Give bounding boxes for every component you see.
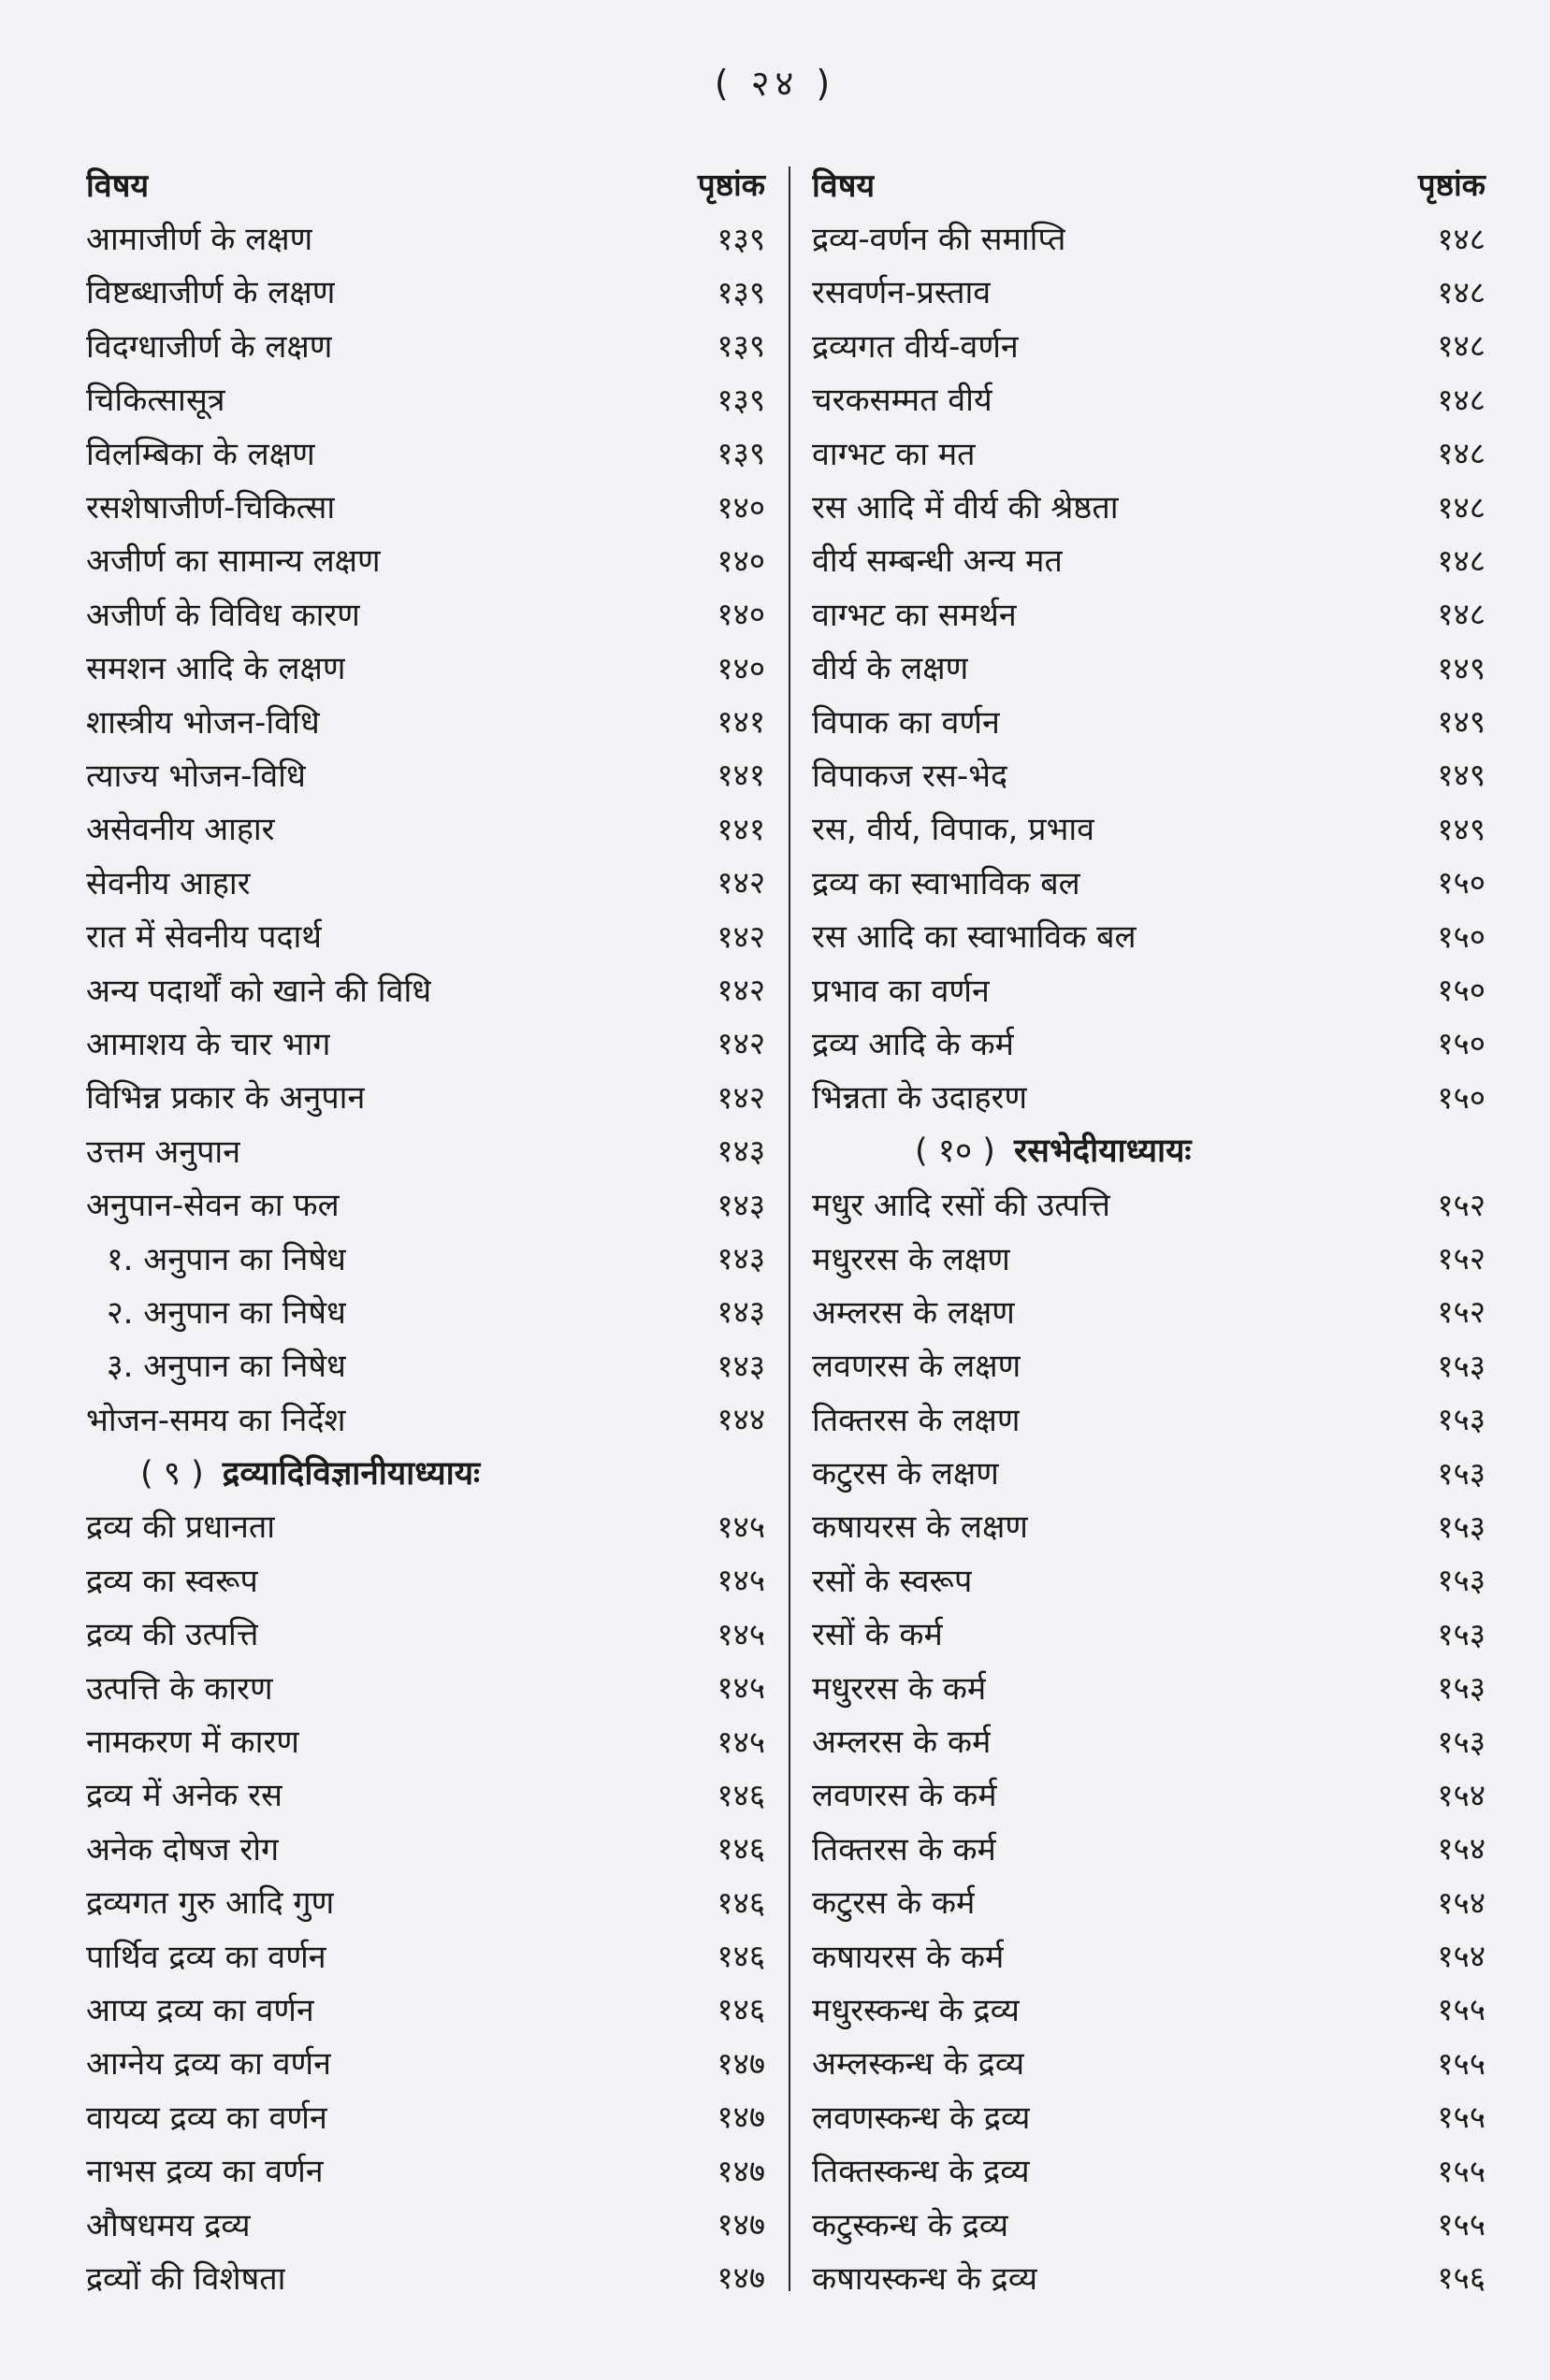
toc-entry xyxy=(812,908,1485,961)
toc-entry-topic: औषधमय द्रव्य xyxy=(86,2206,251,2244)
toc-entry-page: १५४ xyxy=(1437,1776,1485,1813)
toc-entry-page: १४० xyxy=(717,649,765,686)
toc-entry-topic: शास्त्रीय भोजन-विधि xyxy=(86,703,320,742)
toc-entry xyxy=(812,1982,1485,2035)
toc-entry-topic: वीर्य के लक्षण xyxy=(812,650,969,688)
toc-entry-topic: मधुर आदि रसों की उत्पत्ति xyxy=(812,1187,1111,1225)
chapter-title: रसभेदीयाध्यायः xyxy=(1013,1132,1192,1171)
toc-entry-page: १५४ xyxy=(1437,1830,1485,1868)
toc-entry-page: १४२ xyxy=(717,917,765,955)
toc-entry-topic: अन्य पदार्थों को खाने की विधि xyxy=(86,972,432,1010)
toc-entry-topic: द्रव्य का स्वरूप xyxy=(86,1562,258,1600)
toc-entry-topic: तिक्तरस के लक्षण xyxy=(812,1401,1021,1439)
toc-entry-topic: नाभस द्रव्य का वर्णन xyxy=(86,2153,324,2191)
toc-entry xyxy=(812,2036,1485,2089)
toc-entry-page: १४८ xyxy=(1437,596,1485,633)
toc-entry xyxy=(812,586,1485,640)
toc-entry-page: १४१ xyxy=(717,810,765,847)
toc-entry-topic: उत्पत्ति के कारण xyxy=(86,1669,273,1708)
toc-entry-page: १४४ xyxy=(717,1401,765,1438)
right-column xyxy=(812,157,1485,2304)
toc-entry-page: १५० xyxy=(1437,1025,1485,1062)
toc-entry-page: १४७ xyxy=(717,2259,765,2297)
toc-entry-page: १४७ xyxy=(717,2044,765,2082)
toc-entry xyxy=(86,2197,765,2250)
toc-entry-topic: कषायरस के लक्षण xyxy=(812,1508,1028,1547)
toc-entry xyxy=(86,1123,765,1176)
toc-entry-page: १४२ xyxy=(717,1025,765,1062)
toc-entry xyxy=(86,1660,765,1713)
toc-entry-topic: अजीर्ण का सामान्य लक्षण xyxy=(86,542,381,581)
toc-entry xyxy=(86,2036,765,2089)
toc-entry-page: १५५ xyxy=(1437,2152,1485,2189)
toc-entry xyxy=(86,962,765,1016)
column-divider xyxy=(789,166,790,2291)
toc-entry-topic: चरकसम्मत वीर्य xyxy=(812,382,992,420)
toc-entry xyxy=(86,1231,765,1284)
toc-entry-topic: लवणरस के लक्षण xyxy=(812,1348,1021,1386)
toc-entry-topic: असेवनीय आहार xyxy=(86,811,275,849)
toc-entry-topic: विपाक का वर्णन xyxy=(812,703,1000,742)
toc-entry-page: १४२ xyxy=(717,1078,765,1116)
toc-entry-page: १३९ xyxy=(717,435,765,472)
toc-entry-page: १५३ xyxy=(1437,1401,1485,1438)
toc-entry-topic: आप्य द्रव्य का वर्णन xyxy=(86,1991,314,2029)
toc-entry-topic: रसों के कर्म xyxy=(812,1616,943,1654)
toc-entry-page: १५३ xyxy=(1437,1669,1485,1707)
toc-entry xyxy=(86,2089,765,2142)
toc-entry-topic: अजीर्ण के विविध कारण xyxy=(86,596,360,634)
toc-entry-topic: कषायरस के कर्म xyxy=(812,1938,1005,1976)
toc-entry xyxy=(86,1552,765,1606)
toc-entry-topic: वीर्य सम्बन्धी अन्य मत xyxy=(812,542,1063,581)
toc-entry-topic: रसों के स्वरूप xyxy=(812,1562,973,1600)
toc-entry xyxy=(86,2142,765,2196)
toc-entry-topic: अम्लस्कन्ध के द्रव्य xyxy=(812,2045,1025,2084)
toc-entry xyxy=(86,1392,765,1445)
toc-entry xyxy=(812,1070,1485,1123)
toc-entry-topic: द्रव्य आदि के कर्म xyxy=(812,1025,1014,1063)
toc-entry-topic: मधुररस के कर्म xyxy=(812,1669,987,1708)
toc-entry xyxy=(812,1392,1485,1445)
toc-entry xyxy=(86,318,765,371)
toc-entry-page: १४८ xyxy=(1437,435,1485,472)
toc-entry xyxy=(86,533,765,586)
toc-entry-page: १४० xyxy=(717,541,765,579)
toc-entry-page: १४७ xyxy=(717,2152,765,2189)
toc-entry xyxy=(812,1176,1485,1230)
toc-entry xyxy=(812,1552,1485,1606)
toc-entry-page: १५४ xyxy=(1437,1883,1485,1921)
toc-entry xyxy=(812,1445,1485,1498)
toc-entry xyxy=(86,1821,765,1874)
toc-entry xyxy=(86,1499,765,1552)
column-header xyxy=(86,157,765,210)
toc-entry-page: १३९ xyxy=(717,220,765,257)
toc-entry xyxy=(812,1231,1485,1284)
toc-entry-page: १४३ xyxy=(717,1186,765,1223)
toc-entry-page: १४७ xyxy=(717,2206,765,2243)
toc-entry-page: १५३ xyxy=(1437,1507,1485,1545)
toc-entry-topic: रस, वीर्य, विपाक, प्रभाव xyxy=(812,811,1095,849)
toc-entry-page: १५३ xyxy=(1437,1347,1485,1384)
toc-entry-topic: मधुररस के लक्षण xyxy=(812,1240,1010,1278)
toc-entry-page: १४६ xyxy=(717,1883,765,1921)
toc-entry-page: १५४ xyxy=(1437,1938,1485,1975)
chapter-title: द्रव्यादिविज्ञानीयाध्यायः xyxy=(222,1454,481,1493)
toc-entry-page: १५३ xyxy=(1437,1562,1485,1599)
toc-entry-topic: विपाकज रस-भेद xyxy=(812,757,1008,795)
toc-entry-topic: चिकित्सासूत्र xyxy=(86,382,225,420)
toc-entry xyxy=(86,694,765,747)
toc-entry-page: १५५ xyxy=(1437,2099,1485,2136)
toc-entry xyxy=(86,1713,765,1767)
chapter-heading xyxy=(86,1445,765,1498)
toc-entry xyxy=(86,479,765,532)
toc-entry-topic: द्रव्यगत वीर्य-वर्णन xyxy=(812,327,1019,366)
toc-entry-topic: विभिन्न प्रकार के अनुपान xyxy=(86,1079,366,1118)
toc-entry-topic: पार्थिव द्रव्य का वर्णन xyxy=(86,1938,326,1976)
toc-entry xyxy=(86,1176,765,1230)
toc-entry-page: १५३ xyxy=(1437,1723,1485,1760)
toc-entry-topic: रसशेषाजीर्ण-चिकित्सा xyxy=(86,489,336,527)
toc-entry-page: १४६ xyxy=(717,1938,765,1975)
toc-entry xyxy=(812,1016,1485,1069)
toc-entry-page: १४८ xyxy=(1437,220,1485,257)
toc-entry-topic: मधुरस्कन्ध के द्रव्य xyxy=(812,1991,1020,2029)
header-topic-label: विषय xyxy=(812,166,876,205)
toc-entry-page: १४३ xyxy=(717,1240,765,1277)
toc-entry-topic: त्याज्य भोजन-विधि xyxy=(86,757,306,795)
toc-entry xyxy=(812,426,1485,479)
toc-entry xyxy=(86,747,765,801)
toc-entry xyxy=(86,372,765,426)
toc-entry-topic: अम्लरस के कर्म xyxy=(812,1724,992,1762)
toc-entry-page: १४८ xyxy=(1437,488,1485,526)
toc-entry-page: १४६ xyxy=(717,1830,765,1868)
toc-entry-page: १४३ xyxy=(717,1293,765,1331)
toc-entry-page: १४९ xyxy=(1437,810,1485,847)
toc-entry xyxy=(86,1284,765,1337)
toc-entry xyxy=(86,1982,765,2035)
toc-entry-topic: १. अनुपान का निषेध xyxy=(107,1240,346,1278)
chapter-heading xyxy=(812,1123,1485,1176)
toc-entry-topic: द्रव्य में अनेक रस xyxy=(86,1777,283,1815)
toc-entry-topic: कटुस्कन्ध के द्रव्य xyxy=(812,2206,1009,2244)
header-page-label: पृष्ठांक xyxy=(697,166,765,204)
toc-entry-topic: सेवनीय आहार xyxy=(86,864,251,902)
toc-entry-page: १५५ xyxy=(1437,2206,1485,2243)
toc-entry-page: १४२ xyxy=(717,972,765,1009)
header-page-label: पृष्ठांक xyxy=(1417,166,1485,204)
toc-entry-topic: द्रव्यों की विशेषता xyxy=(86,2259,286,2298)
toc-entry-page: १५० xyxy=(1437,864,1485,902)
toc-entry-page: १४३ xyxy=(717,1347,765,1384)
toc-entry xyxy=(812,1284,1485,1337)
toc-entry xyxy=(812,2142,1485,2196)
toc-entry-page: १४९ xyxy=(1437,649,1485,686)
toc-entry-page: १५० xyxy=(1437,972,1485,1009)
toc-entry-topic: उत्तम अनुपान xyxy=(86,1132,241,1171)
toc-entry-topic: नामकरण में कारण xyxy=(86,1724,299,1762)
toc-entry-page: १५२ xyxy=(1437,1186,1485,1223)
toc-entry-page: १३९ xyxy=(717,381,765,418)
toc-entry xyxy=(812,210,1485,264)
toc-entry xyxy=(86,1607,765,1660)
toc-entry xyxy=(812,694,1485,747)
toc-entry xyxy=(812,2089,1485,2142)
toc-entry-topic: तिक्तस्कन्ध के द्रव्य xyxy=(812,2153,1030,2191)
left-column xyxy=(86,157,765,2304)
toc-entry-page: १४३ xyxy=(717,1132,765,1170)
toc-entry xyxy=(86,1928,765,1982)
toc-entry-page: १५३ xyxy=(1437,1615,1485,1652)
toc-entry xyxy=(86,1016,765,1069)
toc-entry-topic: अनेक दोषज रोग xyxy=(86,1830,280,1868)
toc-entry-topic: द्रव्य की उत्पत्ति xyxy=(86,1616,259,1654)
toc-entry xyxy=(812,1928,1485,1982)
toc-entry-page: १३९ xyxy=(717,273,765,310)
toc-entry xyxy=(86,265,765,318)
toc-entry-topic: द्रव्य की प्रधानता xyxy=(86,1508,276,1547)
toc-entry-page: १४६ xyxy=(717,1776,765,1813)
toc-entry xyxy=(812,962,1485,1016)
toc-entry xyxy=(812,318,1485,371)
toc-entry-page: १४५ xyxy=(717,1723,765,1760)
toc-entry-page: १४२ xyxy=(717,864,765,902)
toc-entry-topic: रस आदि में वीर्य की श्रेष्ठता xyxy=(812,489,1119,527)
toc-entry xyxy=(812,1767,1485,1821)
toc-entry-topic: लवणस्कन्ध के द्रव्य xyxy=(812,2099,1031,2137)
toc-entry-page: १४६ xyxy=(717,1991,765,2028)
toc-entry-topic: अनुपान-सेवन का फल xyxy=(86,1187,340,1225)
page-number: ( २४ ) xyxy=(714,63,836,104)
toc-entry xyxy=(86,1875,765,1928)
toc-entry-topic: आमाजीर्ण के लक्षण xyxy=(86,221,313,259)
toc-entry xyxy=(812,533,1485,586)
toc-entry xyxy=(812,747,1485,801)
toc-entry xyxy=(812,1821,1485,1874)
toc-entry-topic: द्रव्यगत गुरु आदि गुण xyxy=(86,1884,335,1923)
toc-entry-topic: प्रभाव का वर्णन xyxy=(812,972,990,1010)
toc-entry-topic: वाग्भट का मत xyxy=(812,435,976,473)
toc-entry xyxy=(812,479,1485,532)
toc-entry xyxy=(86,908,765,961)
toc-entry-topic: कषायस्कन्ध के द्रव्य xyxy=(812,2259,1038,2298)
toc-entry-topic: रात में सेवनीय पदार्थ xyxy=(86,918,323,957)
toc-entry-page: १५२ xyxy=(1437,1293,1485,1331)
toc-entry-topic: विलम्बिका के लक्षण xyxy=(86,435,315,473)
toc-entry-page: १४९ xyxy=(1437,757,1485,794)
toc-entry-topic: वायव्य द्रव्य का वर्णन xyxy=(86,2099,327,2137)
toc-entry xyxy=(86,1070,765,1123)
column-header xyxy=(812,157,1485,210)
toc-entry-page: १५५ xyxy=(1437,1991,1485,2028)
toc-entry-page: १४८ xyxy=(1437,327,1485,365)
toc-entry-topic: समशन आदि के लक्षण xyxy=(86,650,346,688)
toc-entry-topic: विष्टब्धाजीर्ण के लक्षण xyxy=(86,274,336,312)
toc-entry xyxy=(812,265,1485,318)
toc-entry xyxy=(86,586,765,640)
toc-entry xyxy=(812,1338,1485,1392)
toc-entry-topic: आग्नेय द्रव्य का वर्णन xyxy=(86,2045,331,2084)
toc-entry-page: १५० xyxy=(1437,1078,1485,1116)
toc-entry-topic: विदग्धाजीर्ण के लक्षण xyxy=(86,327,333,366)
toc-entry xyxy=(812,2250,1485,2303)
toc-entry-page: १४८ xyxy=(1437,541,1485,579)
toc-entry-page: १४५ xyxy=(717,1507,765,1545)
toc-entry-page: १४१ xyxy=(717,757,765,794)
toc-entry-page: १४१ xyxy=(717,703,765,741)
toc-entry-page: १४८ xyxy=(1437,273,1485,310)
toc-entry xyxy=(86,855,765,908)
toc-entry xyxy=(86,426,765,479)
toc-entry-page: १४० xyxy=(717,596,765,633)
toc-entry-page: १५३ xyxy=(1437,1454,1485,1492)
toc-entry-topic: आमाशय के चार भाग xyxy=(86,1025,331,1063)
toc-entry-page: १४८ xyxy=(1437,381,1485,418)
toc-entry-topic: भोजन-समय का निर्देश xyxy=(86,1401,346,1439)
toc-entry-topic: लवणरस के कर्म xyxy=(812,1777,997,1815)
toc-entry-topic: कटुरस के लक्षण xyxy=(812,1455,999,1493)
toc-entry xyxy=(86,210,765,264)
toc-entry-page: १३९ xyxy=(717,327,765,365)
toc-entry xyxy=(812,641,1485,694)
toc-entry xyxy=(86,641,765,694)
toc-entry-page: १५० xyxy=(1437,917,1485,955)
toc-entry-topic: ३. अनुपान का निषेध xyxy=(107,1348,346,1386)
toc-entry-page: १५५ xyxy=(1437,2044,1485,2082)
toc-entry-page: १५२ xyxy=(1437,1240,1485,1277)
toc-entry-topic: रसवर्णन-प्रस्ताव xyxy=(812,274,992,312)
toc-entry-page: १४० xyxy=(717,488,765,526)
toc-entry-page: १४७ xyxy=(717,2099,765,2136)
toc-entry xyxy=(86,1338,765,1392)
chapter-number: ( ९ ) xyxy=(140,1454,204,1493)
toc-entry xyxy=(812,1607,1485,1660)
toc-entry-topic: २. अनुपान का निषेध xyxy=(107,1293,346,1332)
header-topic-label: विषय xyxy=(86,166,150,205)
toc-entry xyxy=(812,1713,1485,1767)
toc-entry-topic: द्रव्य का स्वाभाविक बल xyxy=(812,864,1080,902)
toc-entry-topic: अम्लरस के लक्षण xyxy=(812,1293,1015,1332)
toc-entry xyxy=(812,801,1485,855)
toc-entry xyxy=(86,1767,765,1821)
toc-entry xyxy=(812,1499,1485,1552)
toc-entry-topic: द्रव्य-वर्णन की समाप्ति xyxy=(812,221,1066,259)
toc-entry-topic: तिक्तरस के कर्म xyxy=(812,1830,996,1868)
toc-entry-topic: भिन्नता के उदाहरण xyxy=(812,1079,1028,1118)
toc-entry-page: १४५ xyxy=(717,1669,765,1707)
toc-entry-page: १४५ xyxy=(717,1562,765,1599)
toc-entry-topic: रस आदि का स्वाभाविक बल xyxy=(812,918,1137,957)
toc-entry-page: १५६ xyxy=(1437,2259,1485,2297)
chapter-number: ( १० ) xyxy=(915,1132,995,1171)
toc-entry-topic: कटुरस के कर्म xyxy=(812,1884,976,1923)
toc-entry xyxy=(812,372,1485,426)
toc-entry-page: १४९ xyxy=(1437,703,1485,741)
toc-entry xyxy=(86,801,765,855)
toc-entry-page: १४५ xyxy=(717,1615,765,1652)
toc-entry xyxy=(812,1875,1485,1928)
toc-entry xyxy=(812,855,1485,908)
toc-entry xyxy=(86,2250,765,2303)
toc-entry xyxy=(812,1660,1485,1713)
toc-entry xyxy=(812,2197,1485,2250)
toc-entry-topic: वाग्भट का समर्थन xyxy=(812,596,1017,634)
